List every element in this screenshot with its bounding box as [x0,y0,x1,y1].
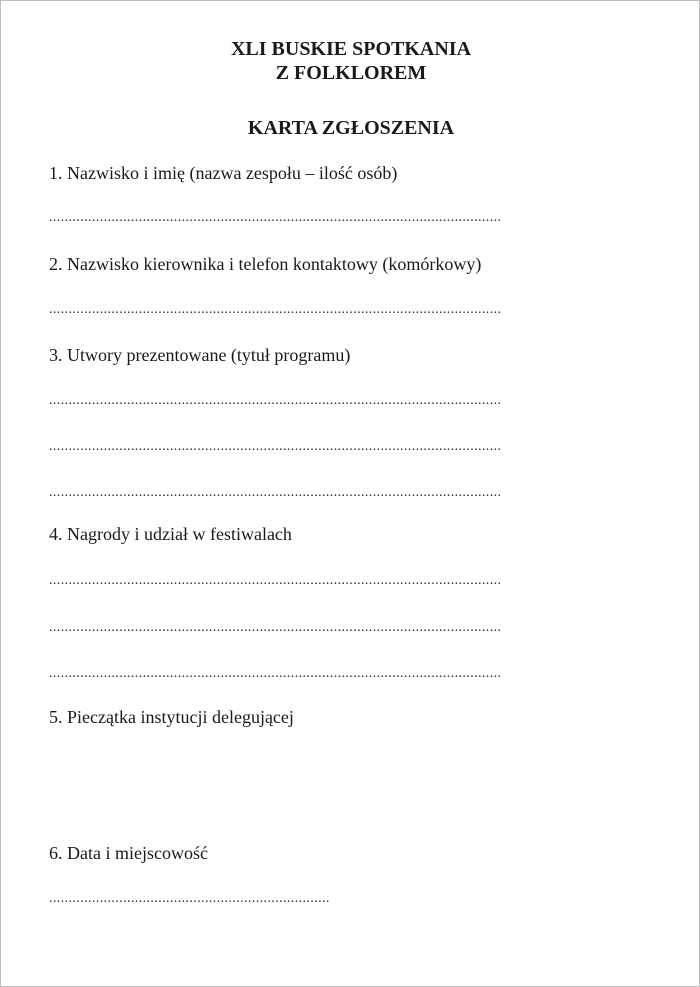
form-title: KARTA ZGŁOSZENIA [247,117,455,139]
fill-line-repertoire-2[interactable]: .................................................................................................................... [49,442,502,452]
field-label-stamp: 5. Pieczątka instytucji delegującej [49,707,294,727]
fill-line-repertoire-3[interactable]: .................................................................................................................... [49,488,502,498]
fill-line-awards-3[interactable]: .................................................................................................................... [49,669,502,679]
field-label-name: 1. Nazwisko i imię (nazwa zespołu – ilość osób) [49,163,398,183]
fill-line-leader-phone[interactable]: .................................................................................................................... [49,305,502,315]
fill-line-date-place[interactable]: ........................................................................ [49,894,330,904]
event-title-line-2: Z FOLKLOREM [275,62,427,84]
field-label-leader-phone: 2. Nazwisko kierownika i telefon kontaktowy (komórkowy) [49,254,482,274]
field-label-date-place: 6. Data i miejscowość [49,843,208,863]
field-label-awards: 4. Nagrody i udział w festiwalach [49,524,292,544]
field-label-repertoire: 3. Utwory prezentowane (tytuł programu) [49,345,351,365]
fill-line-awards-1[interactable]: .................................................................................................................... [49,576,502,586]
fill-line-repertoire-1[interactable]: .................................................................................................................... [49,396,502,406]
event-title-line-1: XLI BUSKIE SPOTKANIA [230,38,472,60]
fill-line-awards-2[interactable]: .................................................................................................................... [49,623,502,633]
fill-line-name[interactable]: .................................................................................................................... [49,213,502,223]
